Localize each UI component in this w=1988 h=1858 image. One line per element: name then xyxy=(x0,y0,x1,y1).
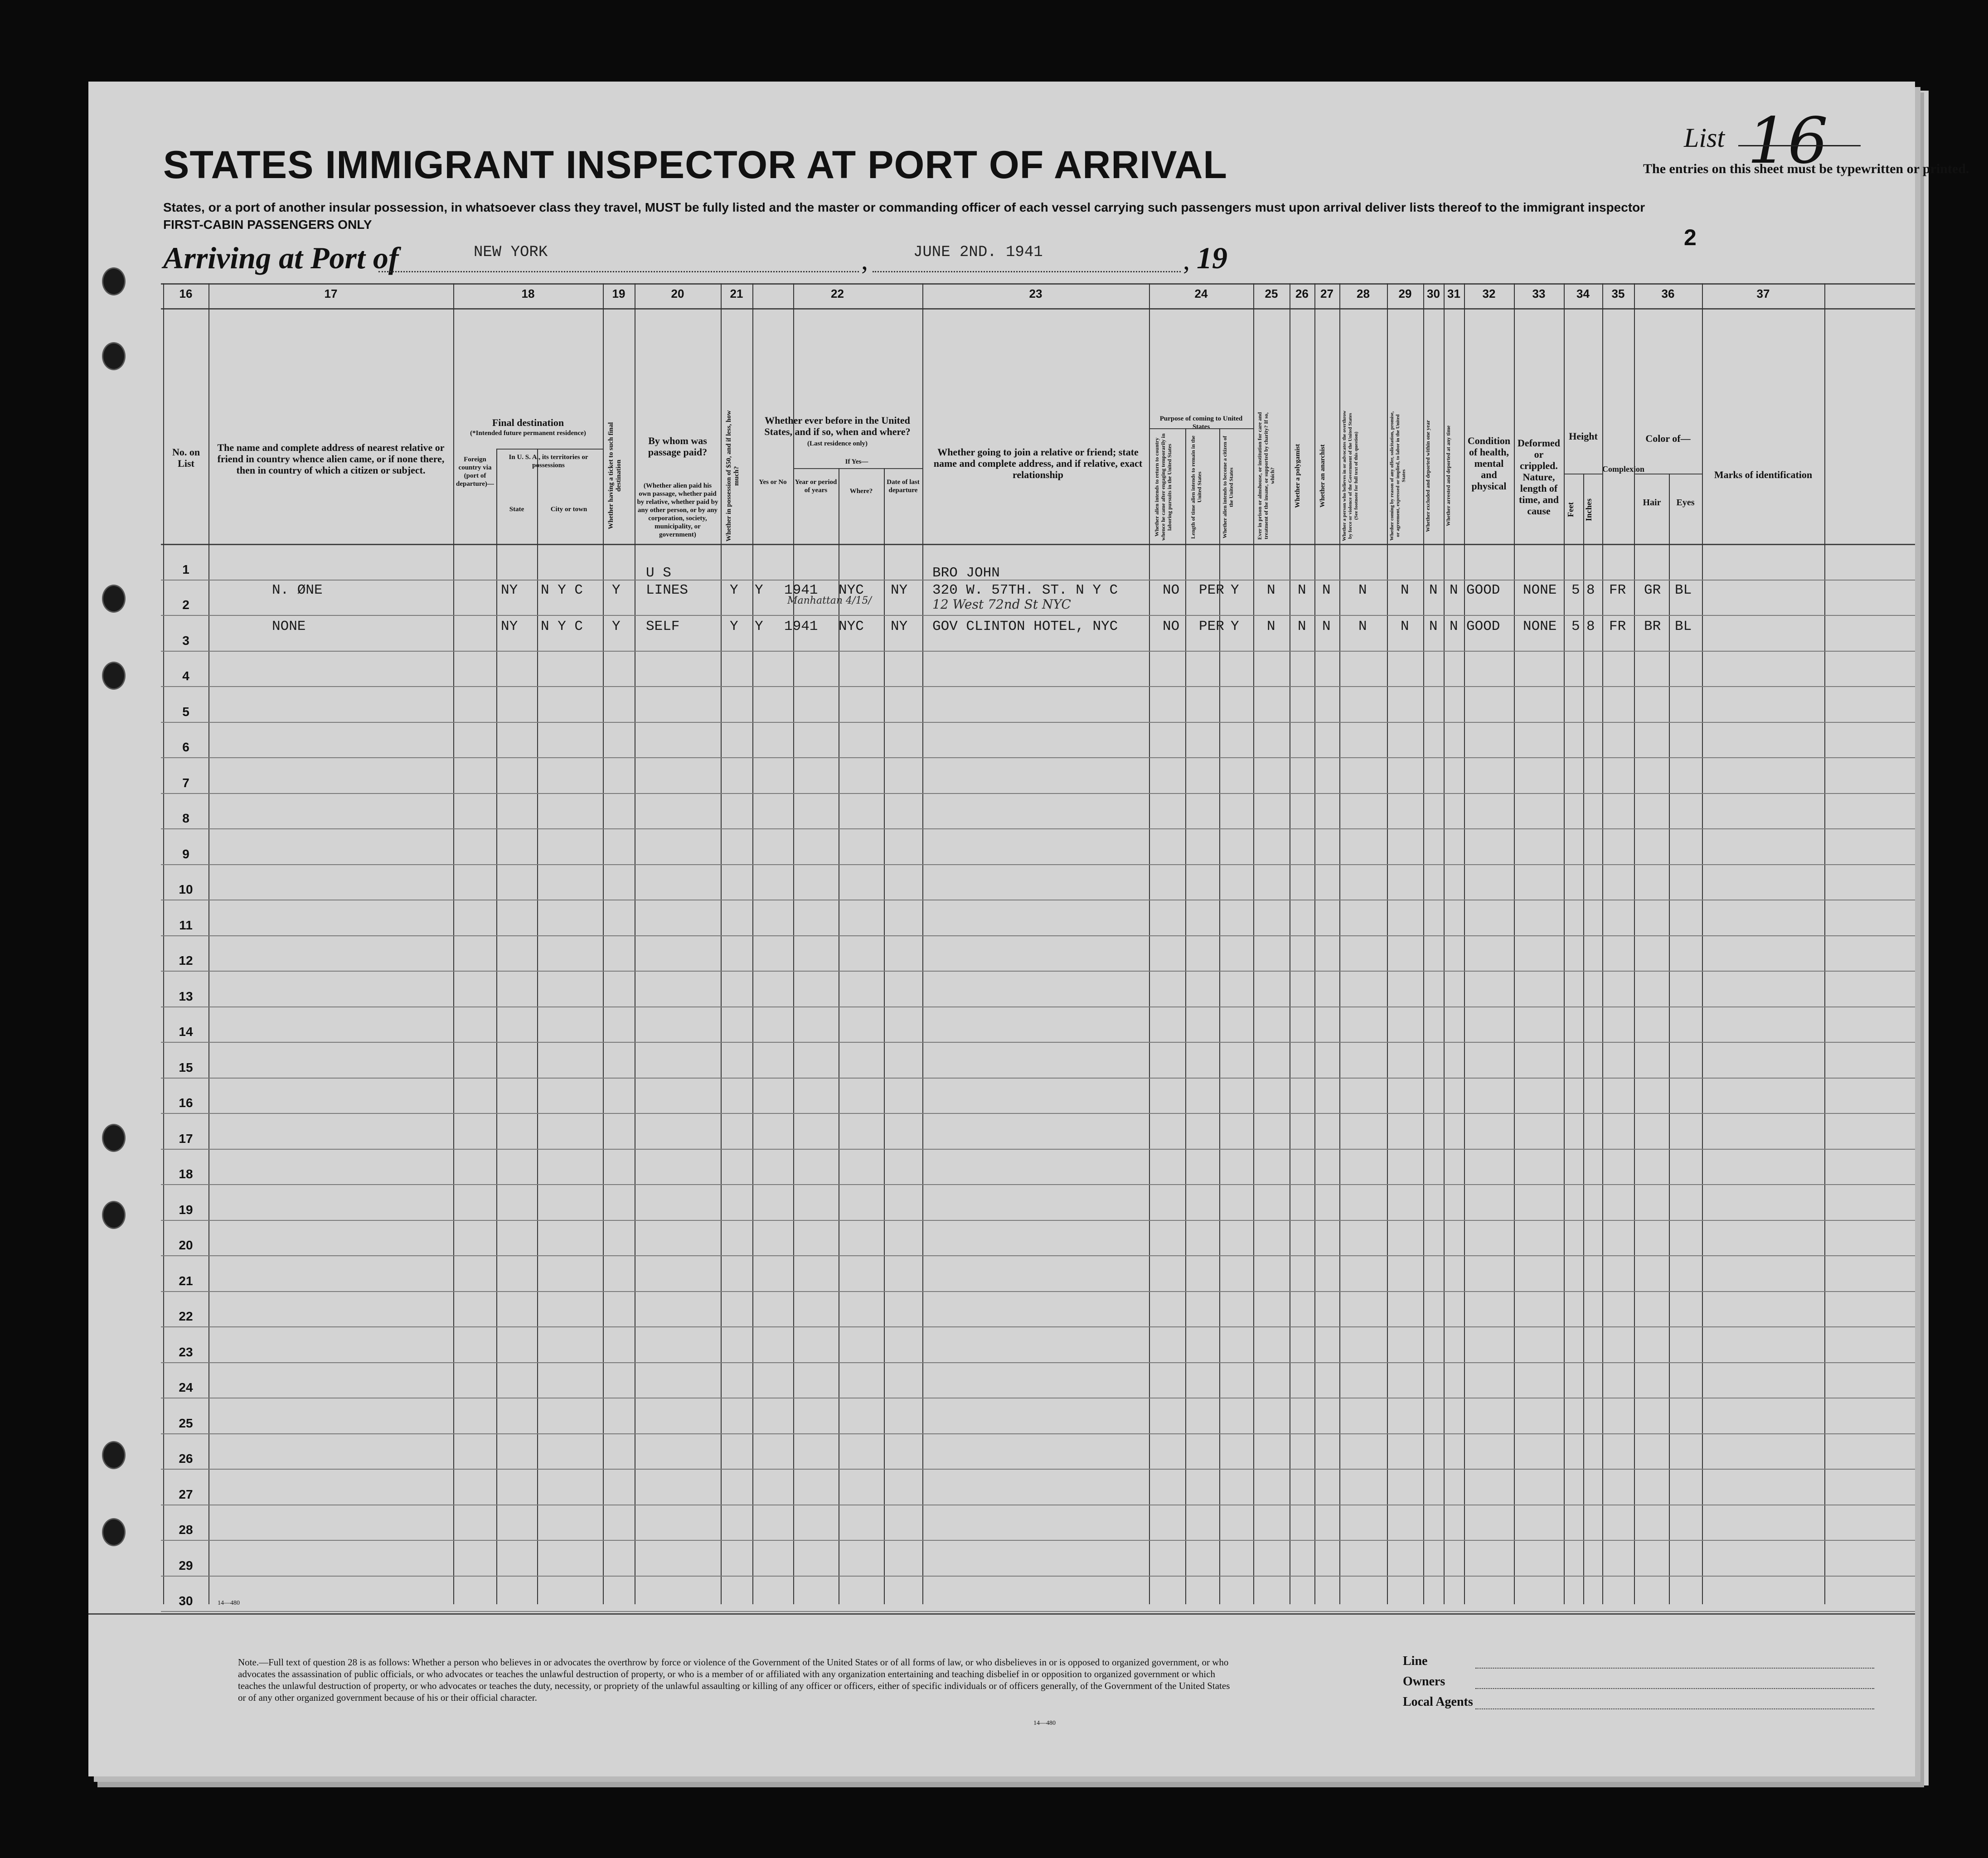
col-number: 33 xyxy=(1532,287,1546,300)
row-rule xyxy=(161,1184,1915,1185)
row-number: 24 xyxy=(179,1380,193,1394)
header-ever-before-sub: (Last residence only) xyxy=(807,440,868,447)
agents-label: Local Agents xyxy=(1403,1695,1473,1709)
row-number: 4 xyxy=(182,669,189,683)
column-rule xyxy=(1387,283,1388,1604)
header-last-departure: Date of last departure xyxy=(887,479,920,494)
column-rule xyxy=(163,283,164,1604)
row-rule xyxy=(161,651,1915,652)
row-number: 28 xyxy=(179,1523,193,1537)
cell-deported: N xyxy=(1450,582,1458,598)
column-rule xyxy=(1219,428,1220,1604)
header-final-destination: Final destination xyxy=(492,417,564,428)
column-rule xyxy=(721,283,722,1604)
header-polygamist: Whether a polygamist xyxy=(1294,444,1301,508)
row-number: 16 xyxy=(179,1096,193,1110)
row-number: 25 xyxy=(179,1416,193,1430)
column-rule xyxy=(496,449,497,1604)
row-number: 8 xyxy=(182,811,189,825)
subheader-rule xyxy=(793,468,922,469)
cell-hair: BR xyxy=(1644,619,1661,634)
header-offer: Whether coming by reason of any offer, solicitation, promise, or agreement, expressed or implied, to labor in the United States xyxy=(1389,411,1406,541)
cell-fifty: Y xyxy=(730,619,738,634)
header-prison: Ever in prison or almshouse, or institution for care and treatment of the insane, or supported by charity? If so, which? xyxy=(1256,412,1275,540)
row-rule xyxy=(161,757,1915,758)
header-ticket: Whether having a ticket to such final destination xyxy=(607,422,622,530)
header-color: Color of— xyxy=(1645,433,1691,444)
row-rule xyxy=(161,1433,1915,1434)
col-number: 26 xyxy=(1295,287,1309,300)
cell-anarchist: N xyxy=(1322,619,1331,634)
row-number: 27 xyxy=(179,1487,193,1501)
col-number: 30 xyxy=(1427,287,1440,300)
cell-joining: 320 W. 57TH. ST. N Y C xyxy=(932,582,1118,598)
table-body-rule xyxy=(161,544,1915,545)
row-rule xyxy=(161,1291,1915,1292)
row-rule xyxy=(161,828,1915,829)
col-number: 19 xyxy=(612,287,625,300)
cell-inches: 8 xyxy=(1586,582,1595,598)
column-rule xyxy=(1702,283,1703,1604)
row-rule xyxy=(161,1326,1915,1327)
row-number: 15 xyxy=(179,1060,193,1074)
row-rule xyxy=(161,1362,1915,1363)
header-feet: Feet xyxy=(1566,502,1575,518)
sheet-number: 2 xyxy=(1684,225,1697,250)
arriving-label: Arriving at Port of xyxy=(163,241,399,275)
cell-paid-by: LINES xyxy=(646,582,689,598)
agents-field xyxy=(1475,1708,1874,1709)
row-rule xyxy=(161,1006,1915,1007)
cell-offer: N xyxy=(1401,582,1409,598)
row-rule xyxy=(161,1611,1915,1612)
cell-relative: N. ØNE xyxy=(272,582,323,598)
header-anarchist: Whether an anarchist xyxy=(1319,444,1326,508)
row-number: 3 xyxy=(182,633,189,648)
row-rule xyxy=(161,864,1915,865)
cell-health: GOOD xyxy=(1466,582,1500,598)
list-label: List xyxy=(1684,123,1725,153)
cell-state: NY xyxy=(501,582,518,598)
row-rule xyxy=(161,1113,1915,1114)
form-title: STATES IMMIGRANT INSPECTOR AT PORT OF ARRIVAL xyxy=(163,143,1227,187)
col-number: 31 xyxy=(1447,287,1460,300)
handwritten-address: 12 West 72nd St NYC xyxy=(932,597,1071,612)
col-number: 24 xyxy=(1194,287,1208,300)
cell-ticket: Y xyxy=(612,582,621,598)
cell-feet: 5 xyxy=(1571,619,1580,634)
row-rule xyxy=(161,793,1915,794)
header-hair: Hair xyxy=(1643,498,1661,508)
comma: , xyxy=(861,245,868,275)
column-rule xyxy=(1444,283,1445,1604)
col-number: 22 xyxy=(831,287,844,300)
header-yes-no: Yes or No xyxy=(759,479,787,486)
cell-polygamist: N xyxy=(1298,582,1306,598)
row-rule xyxy=(161,1469,1915,1470)
row-number: 10 xyxy=(179,882,193,896)
column-rule xyxy=(1253,283,1254,1604)
col-number: 28 xyxy=(1357,287,1370,300)
class-line: FIRST-CABIN PASSENGERS ONLY xyxy=(163,218,372,232)
form-instructions: States, or a port of another insular possession, in whatsoever class they travel, MUST be fully listed and the master or commanding officer of each vessel carrying such passengers must upon arrival deliver lists thereof to the immigrant inspector xyxy=(163,200,1645,214)
table-bottom-rule xyxy=(88,1613,1915,1615)
cell-inches: 8 xyxy=(1586,619,1595,634)
row-rule xyxy=(161,971,1915,972)
entries-note: The entries on this sheet must be typewritten or printed. xyxy=(1643,161,1969,176)
cell-purpose-return: NO xyxy=(1163,619,1180,634)
cell-purpose-length: PER xyxy=(1199,582,1224,598)
cell-anarchist: N xyxy=(1322,582,1331,598)
column-rule xyxy=(1634,283,1635,1604)
column-rule xyxy=(603,283,604,1604)
column-rule xyxy=(208,283,209,1604)
cell-feet: 5 xyxy=(1571,582,1580,598)
column-rule xyxy=(1149,283,1150,1604)
cell-health: GOOD xyxy=(1466,619,1500,634)
cell-offer: N xyxy=(1401,619,1409,634)
row-number: 17 xyxy=(179,1131,193,1146)
row-number: 5 xyxy=(182,704,189,719)
cell-deported: N xyxy=(1450,619,1458,634)
owners-field xyxy=(1475,1688,1874,1689)
form-number: 14—480 xyxy=(218,1600,240,1606)
header-eyes: Eyes xyxy=(1676,498,1695,508)
date-dotted-line xyxy=(873,271,1181,272)
column-rule xyxy=(922,283,923,1604)
col-number: 37 xyxy=(1756,287,1770,300)
col-number: 36 xyxy=(1661,287,1675,300)
owners-label: Owners xyxy=(1403,1674,1445,1689)
cell-joining: GOV CLINTON HOTEL, NYC xyxy=(932,619,1118,634)
row-rule xyxy=(161,1255,1915,1256)
column-rule xyxy=(1514,283,1515,1604)
header-no-on-list: No. on List xyxy=(172,446,200,469)
line-label: Line xyxy=(1403,1654,1428,1668)
row-number: 19 xyxy=(179,1202,193,1217)
header-excluded: Whether excluded and deported within one year xyxy=(1425,420,1431,532)
header-purpose-citizen: Whether alien intends to become a citizen of the United States xyxy=(1222,435,1234,539)
header-complexion: Complexion xyxy=(1602,464,1645,474)
row-number: 22 xyxy=(179,1309,193,1323)
row-number: 11 xyxy=(179,918,193,932)
row-number: 7 xyxy=(182,775,189,790)
header-deformed: Deformed or crippled. Nature, length of time, and cause xyxy=(1517,437,1561,517)
col-number: 23 xyxy=(1029,287,1042,300)
col-number: 17 xyxy=(324,287,338,300)
column-rule xyxy=(1669,474,1670,1604)
col-number: 25 xyxy=(1265,287,1278,300)
column-rule xyxy=(793,283,794,1604)
header-overthrow: Whether a person who believes in or advocates the overthrow by force or violence of the Government of the United States (See footnote for full text of this question) xyxy=(1342,410,1359,542)
column-rule xyxy=(1464,283,1465,1604)
col-number: 27 xyxy=(1320,287,1333,300)
cell-excluded: N xyxy=(1429,582,1438,598)
header-relative: The name and complete address of nearest relative or friend in country whence alien came, or if none there, then in country of which a citizen or subject. xyxy=(217,442,445,476)
row-number: 6 xyxy=(182,740,189,754)
row-rule xyxy=(161,686,1915,687)
subheader-rule xyxy=(1149,428,1253,429)
column-rule xyxy=(453,283,454,1604)
column-rule xyxy=(1564,283,1565,1604)
column-rule xyxy=(1423,283,1424,1604)
header-purpose-return: Whether alien intends to return to country whence he came after engaging temporarily in laboring pursuits in the United States xyxy=(1154,433,1173,541)
row-number: 30 xyxy=(179,1594,193,1608)
header-passage-paid-sub: (Whether alien paid his own passage, whether paid by relative, whether paid by any other person, or by any corporation, society, municipality, or government) xyxy=(637,482,718,538)
col-number: 34 xyxy=(1576,287,1590,300)
header-passage-paid: By whom was passage paid? xyxy=(648,435,708,458)
cell-city: N Y C xyxy=(541,582,583,598)
column-rule xyxy=(1583,474,1584,1604)
cell-eyes: BL xyxy=(1675,582,1692,598)
col-number: 18 xyxy=(521,287,535,300)
column-rule xyxy=(752,283,753,1604)
cell-overthrow: N xyxy=(1358,619,1367,634)
row-number: 18 xyxy=(179,1167,193,1181)
column-rule xyxy=(1339,283,1340,1604)
column-rule xyxy=(1185,428,1186,1604)
cell-fifty: Y xyxy=(730,582,738,598)
cell-prison: N xyxy=(1267,619,1275,634)
row-rule xyxy=(161,935,1915,936)
header-deported: Whether arrested and deported at any time xyxy=(1445,425,1451,527)
cell-where: NYC xyxy=(839,582,864,598)
cell-year: 1941 xyxy=(784,582,818,598)
column-rule xyxy=(1314,283,1315,1604)
year-prefix: 19 xyxy=(1197,241,1227,275)
header-joining: Whether going to join a relative or friend; state name and complete address, and if relative, exact relationship xyxy=(933,446,1143,480)
cell-purpose-return: NO xyxy=(1163,582,1180,598)
row-number: 26 xyxy=(179,1452,193,1466)
header-final-destination-sub: (*Intended future permanent residence) xyxy=(470,430,586,437)
header-city: City or town xyxy=(550,506,587,513)
list-number: 16 xyxy=(1747,104,1828,178)
cell-excluded: N xyxy=(1429,619,1438,634)
row-rule xyxy=(161,1576,1915,1577)
cell-city: N Y C xyxy=(541,619,583,634)
footnote: Note.—Full text of question 28 is as follows: Whether a person who believes in or advocates the overthrow by force or violence of the Government of the United States or of all forms of law, or who disbelieves in or is opposed to organized government, or who advocates the assassination of public officials, or who advocates or teaches the unlawful destruction of property, or who is a member of or affiliated with any organization entertaining and teaching disbelief in or opposition to organized government or which teaches the unlawful destruction of property, or who advocates or teaches the duty, necessity, or propriety of the unlawful assaulting or killing of any officer or officers, either of specific individuals or of officers generally, of the Government of the United States or of any other organized government because of his or their official character. xyxy=(238,1657,1230,1703)
cell-ever-before: Y xyxy=(755,619,763,634)
cell-hair: GR xyxy=(1644,582,1661,598)
table-header-rule xyxy=(161,308,1915,310)
cell-paid-by: SELF xyxy=(646,619,680,634)
cell-state: NY xyxy=(501,619,518,634)
col-number: 16 xyxy=(179,287,193,300)
manifest-sheet xyxy=(88,82,1969,1776)
row-rule xyxy=(161,1220,1915,1221)
col-number: 35 xyxy=(1611,287,1625,300)
cell-where: NYC xyxy=(839,619,864,634)
port-dotted-line xyxy=(378,271,859,272)
row-rule xyxy=(161,1540,1915,1541)
row-rule xyxy=(161,615,1915,616)
cell-deformed: NONE xyxy=(1523,582,1557,598)
column-rule xyxy=(1824,283,1825,1604)
comma: , xyxy=(1183,245,1190,275)
header-year: Year or period of years xyxy=(795,479,837,494)
cell-deformed: NONE xyxy=(1523,619,1557,634)
handwritten-annotation: Manhattan 4/15/ xyxy=(787,595,872,606)
row-number: 13 xyxy=(179,989,193,1003)
header-if-yes: If Yes— xyxy=(845,458,868,465)
row-rule xyxy=(161,1042,1915,1043)
row-number: 9 xyxy=(182,847,189,861)
cell-joining: BRO JOHN xyxy=(932,565,1000,581)
cell-polygamist: N xyxy=(1298,619,1306,634)
header-purpose: Purpose of coming to United States xyxy=(1159,415,1243,431)
header-marks: Marks of identification xyxy=(1714,469,1813,480)
row-number: 1 xyxy=(182,562,189,576)
header-ever-before: Whether ever before in the United States, and if so, when and where? xyxy=(764,415,911,437)
col-number: 21 xyxy=(730,287,743,300)
header-in-usa: In U. S. A., its territories or possessions xyxy=(509,454,588,469)
table-top-rule xyxy=(161,283,1915,285)
date-value: JUNE 2ND. 1941 xyxy=(913,244,1043,261)
list-rule xyxy=(1738,145,1861,146)
cell-year: 1941 xyxy=(784,619,818,634)
manifest-table xyxy=(88,283,1915,1609)
col-number: 32 xyxy=(1482,287,1496,300)
row-rule xyxy=(161,1149,1915,1150)
cell-relative: NONE xyxy=(272,619,306,634)
cell-ticket: Y xyxy=(612,619,621,634)
header-foreign-country: Foreign country via (port of departure)— xyxy=(456,456,494,488)
row-number: 2 xyxy=(182,598,189,612)
row-number: 29 xyxy=(179,1558,193,1573)
cell-eyes: BL xyxy=(1675,619,1692,634)
row-number: 20 xyxy=(179,1238,193,1252)
row-rule xyxy=(161,1078,1915,1079)
cell-purpose-citizen: Y xyxy=(1231,619,1239,634)
col-number: 20 xyxy=(671,287,684,300)
port-value: NEW YORK xyxy=(474,244,548,261)
header-health: Condition of health, mental and physical xyxy=(1467,435,1511,492)
subheader-rule xyxy=(496,449,603,450)
cell-overthrow: N xyxy=(1358,582,1367,598)
row-rule xyxy=(161,580,1915,581)
header-fifty-dollars: Whether in possession of $50, and if less, how much? xyxy=(725,410,740,542)
column-rule xyxy=(1602,283,1603,1604)
column-rule xyxy=(537,449,538,1604)
cell-complexion: FR xyxy=(1609,619,1626,634)
cell-complexion: FR xyxy=(1609,582,1626,598)
header-state: State xyxy=(509,506,524,513)
cell-purpose-length: PER xyxy=(1199,619,1224,634)
row-number: 14 xyxy=(179,1025,193,1039)
cell-ever-before: Y xyxy=(755,582,763,598)
header-height: Height xyxy=(1569,431,1598,442)
cell-prison: N xyxy=(1267,582,1275,598)
header-where: Where? xyxy=(849,488,873,495)
cell-paid-by: U S xyxy=(646,565,671,581)
cell-last-departure: NY xyxy=(891,582,908,598)
col-number: 29 xyxy=(1398,287,1412,300)
row-number: 23 xyxy=(179,1345,193,1359)
line-field xyxy=(1475,1668,1874,1669)
header-purpose-length: Length of time alien intends to remain in the United States xyxy=(1190,435,1202,539)
cell-last-departure: NY xyxy=(891,619,908,634)
form-number: 14—480 xyxy=(1033,1720,1056,1727)
row-rule xyxy=(161,722,1915,723)
cell-purpose-citizen: Y xyxy=(1231,582,1239,598)
header-inches: Inches xyxy=(1584,498,1593,522)
row-number: 12 xyxy=(179,953,193,968)
row-number: 21 xyxy=(179,1273,193,1288)
